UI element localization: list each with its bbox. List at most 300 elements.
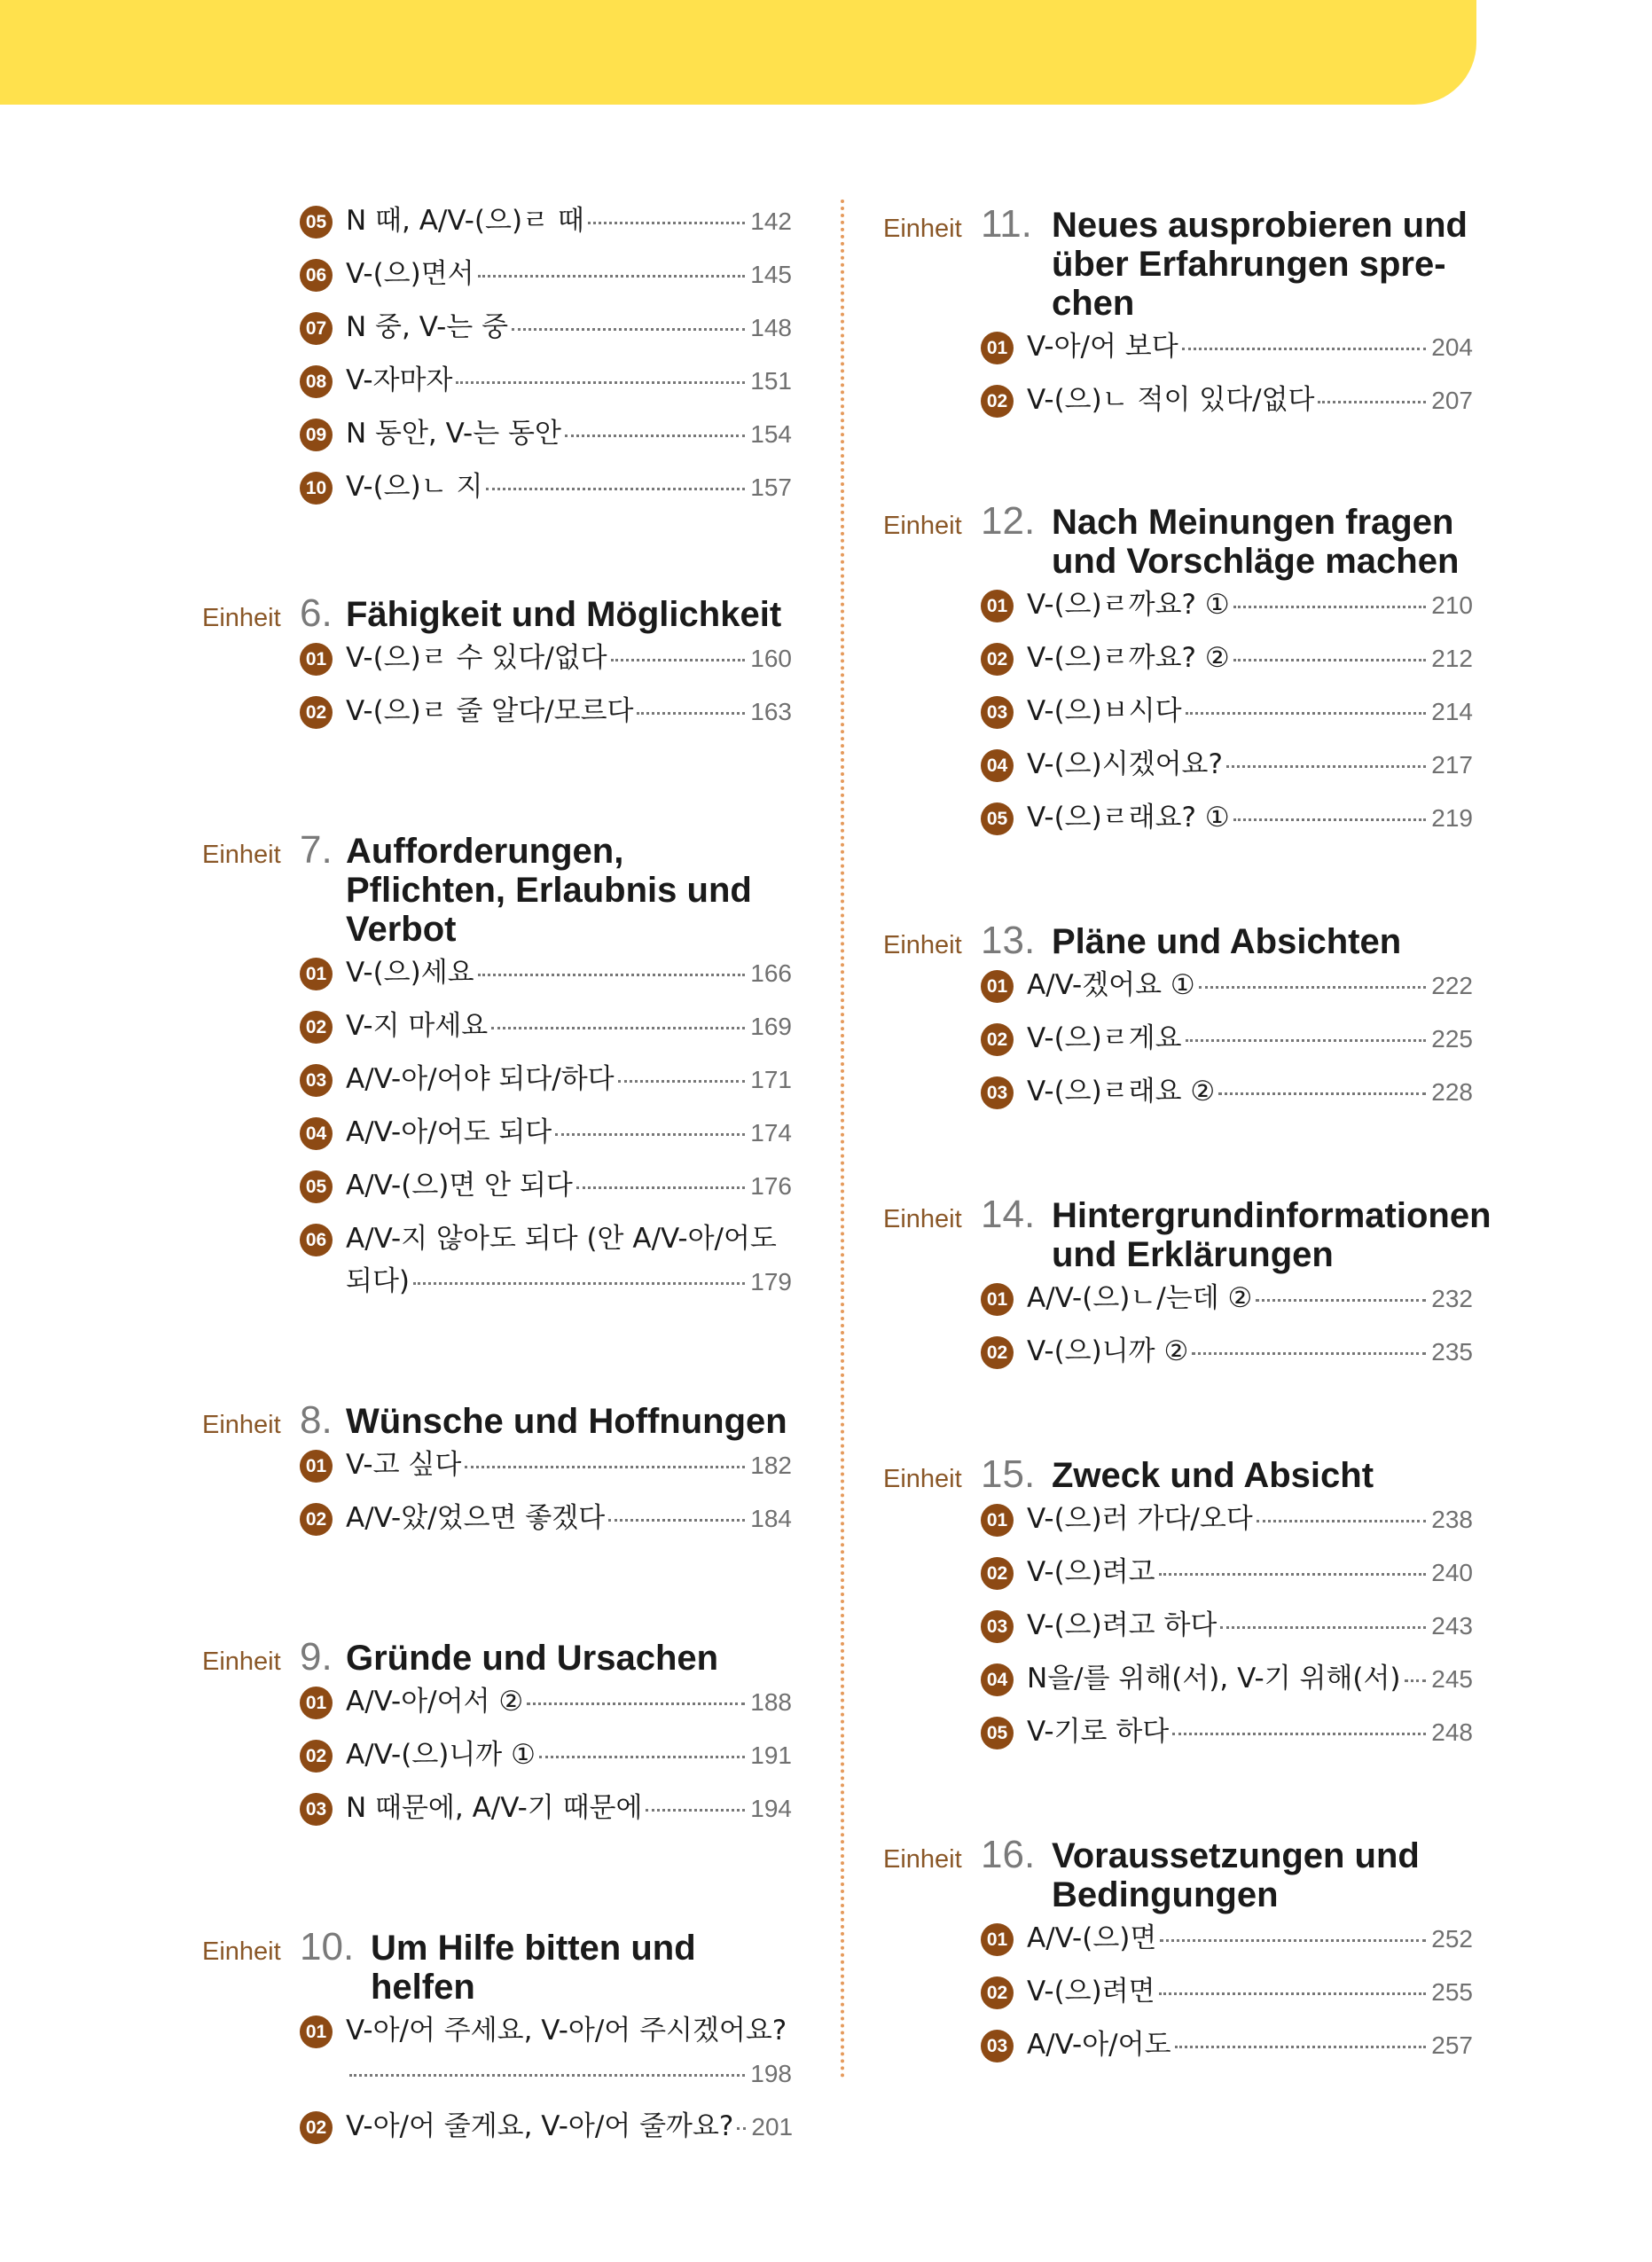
dot-leader <box>1199 986 1427 989</box>
toc-entry[interactable] <box>202 954 792 992</box>
page-number: 171 <box>750 1066 792 1093</box>
page-number: 232 <box>1431 1285 1473 1312</box>
entry-line <box>346 1167 792 1205</box>
entry-text: V-(으)려고 하다 <box>1027 1609 1217 1641</box>
entry-number-badge: 03 <box>981 1610 1014 1643</box>
toc-entry[interactable] <box>883 586 1473 624</box>
dot-leader <box>555 1133 745 1136</box>
unit-label: Einheit <box>202 604 281 632</box>
entry-line <box>1027 1500 1473 1538</box>
dot-leader <box>608 1519 745 1522</box>
entry-text: V-지 마세요 <box>346 1010 489 1042</box>
unit-section <box>883 202 1473 419</box>
entry-text: V-(으)ㄹ 줄 알다/모르다 <box>346 695 634 727</box>
toc-entry[interactable] <box>202 1499 792 1538</box>
entry-line <box>346 2108 792 2146</box>
unit-header <box>202 1635 792 1678</box>
entry-text: V-아/어 줄게요, V-아/어 줄까요? <box>346 2110 734 2142</box>
entry-number-badge: 01 <box>300 1687 333 1719</box>
dot-leader <box>478 974 746 976</box>
dot-leader <box>1175 2046 1427 2048</box>
entry-number-badge: 02 <box>300 696 333 729</box>
entry-number-badge: 03 <box>981 2030 1014 2062</box>
unit-header <box>883 1452 1473 1495</box>
unit-number: 14. <box>981 1193 1036 1236</box>
page-number: 235 <box>1431 1338 1473 1366</box>
entry-text: N 동안, V-는 동안 <box>346 418 561 450</box>
entry-number-badge: 02 <box>981 643 1014 676</box>
entry-line <box>346 1789 792 1828</box>
unit-title: Pläne und Absichten <box>1052 922 1402 961</box>
entry-text: V-(으)러 가다/오다 <box>1027 1503 1253 1535</box>
toc-entry[interactable] <box>202 309 792 347</box>
entry-line <box>1027 1660 1473 1698</box>
entry-text: V-(으)ㄹ까요? ① <box>1027 589 1230 621</box>
page-number: 257 <box>1431 2031 1473 2059</box>
unit-label: Einheit <box>883 931 962 959</box>
page-number: 188 <box>750 1688 792 1716</box>
entry-text: V-(으)세요 <box>346 957 474 989</box>
dot-leader <box>1218 1092 1426 1095</box>
entry-number-badge: 02 <box>981 1976 1014 2009</box>
dot-leader <box>527 1702 745 1705</box>
toc-entry[interactable] <box>883 2026 1473 2064</box>
dot-leader <box>1233 606 1427 608</box>
unit-label: Einheit <box>202 1648 281 1676</box>
toc-entry[interactable] <box>883 1280 1473 1318</box>
entry-text: V-(으)려면 <box>1027 1976 1155 2008</box>
page-number: 182 <box>750 1452 792 1479</box>
entry-line <box>1027 328 1473 366</box>
toc-entry[interactable] <box>883 1973 1473 2011</box>
page-number: 248 <box>1431 1718 1473 1746</box>
unit-label: Einheit <box>202 1937 281 1966</box>
entry-text: A/V-았/었으면 좋겠다 <box>346 1502 606 1534</box>
unit-number: 16. <box>981 1833 1036 1876</box>
dot-leader <box>1405 1679 1427 1682</box>
page-number: 169 <box>750 1013 792 1040</box>
dot-leader <box>1159 1573 1427 1576</box>
entry-text-continued: 되다) <box>346 1265 410 1297</box>
page-number: 184 <box>750 1505 792 1532</box>
page-number: 166 <box>750 959 792 987</box>
dot-leader <box>737 2127 746 2130</box>
entry-number-badge: 09 <box>300 419 333 451</box>
dot-leader <box>465 1466 745 1468</box>
unit-section <box>883 1452 1473 1751</box>
entry-number-badge: 04 <box>981 749 1014 782</box>
entry-number-badge: 02 <box>981 1557 1014 1590</box>
unit-title: Hintergrundinformationen und Erklärungen <box>1052 1196 1491 1274</box>
entry-line <box>1027 1333 1473 1371</box>
page-number: 225 <box>1431 1025 1473 1053</box>
top-color-band <box>0 0 1476 105</box>
unit-header <box>883 499 1473 581</box>
entry-number-badge: 06 <box>300 1224 333 1256</box>
entry-text: V-(으)ㄹ 수 있다/없다 <box>346 642 607 674</box>
unit-title: Zweck und Absicht <box>1052 1456 1374 1495</box>
entry-number-badge: 02 <box>300 1740 333 1773</box>
toc-entry[interactable] <box>883 639 1473 677</box>
entry-line <box>346 309 792 347</box>
unit-title: Um Hilfe bitten und helfen <box>371 1929 696 2007</box>
page-number: 194 <box>750 1795 792 1822</box>
entry-number-badge: 10 <box>300 472 333 505</box>
entry-number-badge: 01 <box>981 1504 1014 1537</box>
entry-line <box>346 954 792 992</box>
page-number: 222 <box>1431 972 1473 999</box>
toc-entry[interactable] <box>202 2108 792 2146</box>
dot-leader <box>611 659 746 661</box>
entry-number-badge: 01 <box>981 970 1014 1003</box>
entry-text: A/V-(으)면 <box>1027 1922 1157 1954</box>
entry-text: A/V-(으)니까 ① <box>346 1739 536 1771</box>
unit-number: 6. <box>300 591 333 635</box>
entry-text: V-(으)ㄹ래요? ① <box>1027 802 1230 834</box>
unit-section <box>202 1398 792 1538</box>
page-number: 151 <box>750 367 792 395</box>
entry-line <box>346 1499 792 1538</box>
unit-title: Voraussetzungen und Bedingungen <box>1052 1836 1420 1914</box>
entry-text: N을/를 위해(서), V-기 위해(서) <box>1027 1663 1401 1695</box>
entry-number-badge: 01 <box>300 958 333 990</box>
toc-entry[interactable] <box>202 2012 792 2093</box>
toc-entry[interactable] <box>202 1683 792 1721</box>
entry-line <box>346 2055 792 2093</box>
unit-label: Einheit <box>202 841 281 869</box>
entry-number-badge: 07 <box>300 312 333 345</box>
toc-entry[interactable] <box>202 362 792 400</box>
page-number: 160 <box>750 645 792 672</box>
entry-text: V-(으)려고 <box>1027 1556 1155 1588</box>
toc-entry[interactable] <box>883 1020 1473 1058</box>
toc-entry[interactable] <box>883 967 1473 1005</box>
entry-text: V-(으)니까 ② <box>1027 1335 1189 1367</box>
entry-number-badge: 02 <box>981 1336 1014 1369</box>
entry-line <box>1027 639 1473 677</box>
entry-text: V-(으)ㄴ 적이 있다/없다 <box>1027 384 1315 416</box>
dot-leader <box>1182 348 1427 350</box>
unit-number: 12. <box>981 499 1036 543</box>
toc-entry[interactable] <box>883 799 1473 837</box>
entry-line <box>346 1114 792 1152</box>
unit-label: Einheit <box>883 512 962 540</box>
toc-entry[interactable] <box>883 1073 1473 1111</box>
unit-header <box>202 591 792 634</box>
entry-text: V-고 싶다 <box>346 1449 462 1481</box>
toc-entry[interactable] <box>202 255 792 294</box>
entry-line <box>346 639 792 677</box>
entry-line <box>346 468 792 506</box>
entry-number-badge: 01 <box>981 590 1014 622</box>
toc-entry[interactable] <box>202 468 792 506</box>
entry-line <box>1027 2026 1473 2064</box>
entry-line <box>1027 799 1473 837</box>
entry-line <box>1027 1073 1473 1111</box>
entry-line <box>1027 1713 1473 1751</box>
entry-number-badge: 05 <box>981 1717 1014 1749</box>
entry-text: N 때, A/V-(으)ㄹ 때 <box>346 205 584 237</box>
toc-entry[interactable] <box>883 328 1473 366</box>
unit-number: 10. <box>300 1925 355 1968</box>
page-number: 255 <box>1431 1978 1473 2006</box>
unit-section <box>883 499 1473 837</box>
dot-leader <box>1256 1299 1426 1302</box>
entry-line <box>346 1061 792 1099</box>
entry-number-badge: 03 <box>981 696 1014 729</box>
toc-entry[interactable] <box>883 746 1473 784</box>
entry-number-badge: 01 <box>300 2015 333 2048</box>
dot-leader <box>413 1282 745 1285</box>
page-number: 252 <box>1431 1925 1473 1953</box>
toc-entry[interactable] <box>883 1554 1473 1592</box>
toc-entry[interactable] <box>202 1007 792 1045</box>
entry-text: N 때문에, A/V-기 때문에 <box>346 1792 643 1824</box>
page-number: 198 <box>750 2060 792 2087</box>
unit-header <box>202 1398 792 1441</box>
entry-line <box>1027 1020 1473 1058</box>
entry-line <box>346 1446 792 1484</box>
entry-number-badge: 01 <box>300 643 333 676</box>
entry-line <box>346 2012 792 2050</box>
toc-entry[interactable] <box>883 1713 1473 1751</box>
entry-text: A/V-아/어도 되다 <box>346 1116 552 1148</box>
entry-text: V-(으)ㄹ래요 ② <box>1027 1076 1216 1108</box>
entry-line <box>1027 693 1473 731</box>
page-number: 207 <box>1431 387 1473 414</box>
page-number: 145 <box>750 261 792 288</box>
toc-entry[interactable] <box>883 1333 1473 1371</box>
dot-leader <box>618 1080 746 1083</box>
toc-entry[interactable] <box>202 1446 792 1484</box>
unit-label: Einheit <box>883 1465 962 1493</box>
page-number: 240 <box>1431 1559 1473 1586</box>
dot-leader <box>539 1756 745 1758</box>
column-divider <box>841 200 844 2079</box>
unit-section <box>202 202 792 506</box>
unit-section <box>202 828 792 1301</box>
dot-leader <box>478 275 746 278</box>
dot-leader <box>1192 1352 1426 1355</box>
dot-leader <box>1318 401 1426 403</box>
entry-text: V-아/어 주세요, V-아/어 주시겠어요? <box>346 2015 787 2047</box>
page-number: 176 <box>750 1172 792 1200</box>
toc-entry[interactable] <box>883 1920 1473 1958</box>
unit-number: 8. <box>300 1398 333 1442</box>
entry-line <box>1027 1973 1473 2011</box>
entry-number-badge: 03 <box>981 1076 1014 1109</box>
entry-line <box>1027 1920 1473 1958</box>
entry-line <box>1027 746 1473 784</box>
page-number: 238 <box>1431 1506 1473 1533</box>
entry-number-badge: 02 <box>300 2111 333 2144</box>
unit-label: Einheit <box>883 1205 962 1233</box>
entry-line <box>1027 586 1473 624</box>
dot-leader <box>349 2074 745 2077</box>
unit-label: Einheit <box>883 215 962 243</box>
entry-number-badge: 04 <box>981 1663 1014 1696</box>
unit-header <box>883 919 1473 961</box>
unit-title: Gründe und Ursachen <box>346 1639 719 1678</box>
entry-number-badge: 01 <box>981 332 1014 364</box>
entry-text: V-(으)ㄹ게요 <box>1027 1022 1182 1054</box>
unit-header <box>883 1833 1473 1914</box>
dot-leader <box>1226 765 1426 768</box>
entry-number-badge: 03 <box>300 1064 333 1097</box>
entry-line <box>346 1220 792 1258</box>
unit-header <box>883 202 1473 323</box>
entry-number-badge: 02 <box>300 1503 333 1536</box>
toc-right-column <box>883 202 1491 2064</box>
dot-leader <box>456 381 745 384</box>
entry-text: V-(으)ㄹ까요? ② <box>1027 642 1230 674</box>
unit-header <box>202 828 792 949</box>
entry-number-badge: 02 <box>300 1011 333 1044</box>
unit-title: Fähigkeit und Möglichkeit <box>346 595 782 634</box>
page-number: 148 <box>750 314 792 341</box>
dot-leader <box>1233 818 1427 821</box>
entry-number-badge: 05 <box>300 206 333 239</box>
entry-text: V-자마자 <box>346 364 453 396</box>
entry-line <box>1027 1554 1473 1592</box>
unit-header <box>202 1925 792 2007</box>
toc-entry[interactable] <box>202 1114 792 1152</box>
entry-line <box>1027 1280 1473 1318</box>
unit-label: Einheit <box>883 1845 962 1874</box>
entry-text: A/V-아/어서 ② <box>346 1686 524 1718</box>
page-number: 191 <box>750 1742 792 1769</box>
dot-leader <box>1186 712 1427 715</box>
entry-text: V-(으)ㅂ시다 <box>1027 695 1182 727</box>
entry-number-badge: 06 <box>300 259 333 292</box>
dot-leader <box>588 222 745 224</box>
unit-section <box>202 1635 792 1828</box>
entry-line <box>1027 1607 1473 1645</box>
page-number: 245 <box>1431 1665 1473 1693</box>
unit-title: Nach Meinungen fragen und Vorschläge machen <box>1052 503 1460 581</box>
page-number: 204 <box>1431 333 1473 361</box>
toc-entry[interactable] <box>883 381 1473 419</box>
dot-leader <box>486 488 745 490</box>
unit-number: 7. <box>300 828 333 872</box>
entry-number-badge: 02 <box>981 385 1014 418</box>
page-number: 217 <box>1431 751 1473 779</box>
entry-line <box>346 1736 792 1774</box>
toc-entry[interactable] <box>883 693 1473 731</box>
entry-number-badge: 03 <box>300 1793 333 1826</box>
entry-line <box>346 415 792 453</box>
page-number: 142 <box>750 207 792 235</box>
entry-number-badge: 05 <box>981 802 1014 835</box>
toc-entry[interactable] <box>202 1220 792 1301</box>
dot-leader <box>637 712 745 715</box>
dot-leader <box>1257 1520 1427 1522</box>
entry-text: V-기로 하다 <box>1027 1716 1170 1748</box>
entry-line <box>346 1007 792 1045</box>
dot-leader <box>1186 1039 1427 1042</box>
entry-text: A/V-아/어도 <box>1027 2029 1171 2061</box>
toc-entry[interactable] <box>202 202 792 240</box>
entry-line <box>346 362 792 400</box>
unit-title: Neues ausprobieren und über Erfahrungen spre- chen <box>1052 206 1468 323</box>
toc-entry[interactable] <box>202 1167 792 1205</box>
toc-entry[interactable] <box>202 1061 792 1099</box>
toc-entry[interactable] <box>883 1660 1473 1698</box>
entry-line <box>346 255 792 294</box>
entry-line <box>346 1683 792 1721</box>
page-number: 179 <box>750 1268 792 1295</box>
toc-entry[interactable] <box>202 1789 792 1828</box>
entry-number-badge: 08 <box>300 365 333 398</box>
dot-leader <box>1159 1992 1427 1995</box>
unit-section <box>883 1193 1491 1371</box>
page-number: 163 <box>750 698 792 725</box>
entry-text: V-(으)시겠어요? <box>1027 748 1223 780</box>
entry-line <box>346 202 792 240</box>
dot-leader <box>1233 659 1427 661</box>
toc-entry[interactable] <box>883 1500 1473 1538</box>
entry-number-badge: 04 <box>300 1117 333 1150</box>
entry-number-badge: 02 <box>981 1023 1014 1056</box>
unit-label: Einheit <box>202 1411 281 1439</box>
entry-text: V-(으)면서 <box>346 258 474 290</box>
entry-line <box>1027 381 1473 419</box>
page-number: 157 <box>750 474 792 501</box>
dot-leader <box>565 434 745 437</box>
entry-text: V-아/어 보다 <box>1027 331 1178 363</box>
page-number: 201 <box>751 2113 794 2141</box>
dot-leader <box>1160 1939 1426 1942</box>
dot-leader <box>646 1809 745 1812</box>
page-number: 212 <box>1431 645 1473 672</box>
entry-text: A/V-아/어야 되다/하다 <box>346 1063 615 1095</box>
unit-header <box>883 1193 1491 1274</box>
dot-leader <box>491 1027 745 1029</box>
unit-number: 13. <box>981 919 1036 962</box>
toc-entry[interactable] <box>202 415 792 453</box>
unit-section <box>202 591 792 731</box>
entry-text: A/V-(으)ㄴ/는데 ② <box>1027 1282 1253 1314</box>
unit-section <box>202 1925 792 2146</box>
entry-number-badge: 05 <box>300 1170 333 1203</box>
dot-leader <box>1172 1733 1426 1735</box>
entry-line <box>346 693 792 731</box>
entry-text: A/V-지 않아도 되다 (안 A/V-아/어도 <box>346 1223 777 1255</box>
unit-section <box>883 919 1473 1111</box>
toc-entry[interactable] <box>202 693 792 731</box>
entry-text: N 중, V-는 중 <box>346 311 509 343</box>
toc-entry[interactable] <box>883 1607 1473 1645</box>
unit-number: 11. <box>981 202 1032 246</box>
entry-text: A/V-겠어요 ① <box>1027 969 1195 1001</box>
dot-leader <box>512 328 745 331</box>
unit-title: Wünsche und Hoffnungen <box>346 1402 787 1441</box>
toc-left-column <box>202 202 792 2146</box>
page-number: 243 <box>1431 1612 1473 1640</box>
page-number: 214 <box>1431 698 1473 725</box>
toc-entry[interactable] <box>202 1736 792 1774</box>
entry-number-badge: 01 <box>300 1450 333 1483</box>
dot-leader <box>576 1186 745 1189</box>
unit-number: 9. <box>300 1635 333 1679</box>
page-number: 228 <box>1431 1078 1473 1106</box>
entry-text: A/V-(으)면 안 되다 <box>346 1170 573 1201</box>
entry-line <box>1027 967 1473 1005</box>
unit-title: Aufforderungen, Pflichten, Erlaubnis und Verbot <box>346 832 752 949</box>
page-number: 174 <box>750 1119 792 1147</box>
toc-entry[interactable] <box>202 639 792 677</box>
unit-section <box>883 1833 1473 2064</box>
